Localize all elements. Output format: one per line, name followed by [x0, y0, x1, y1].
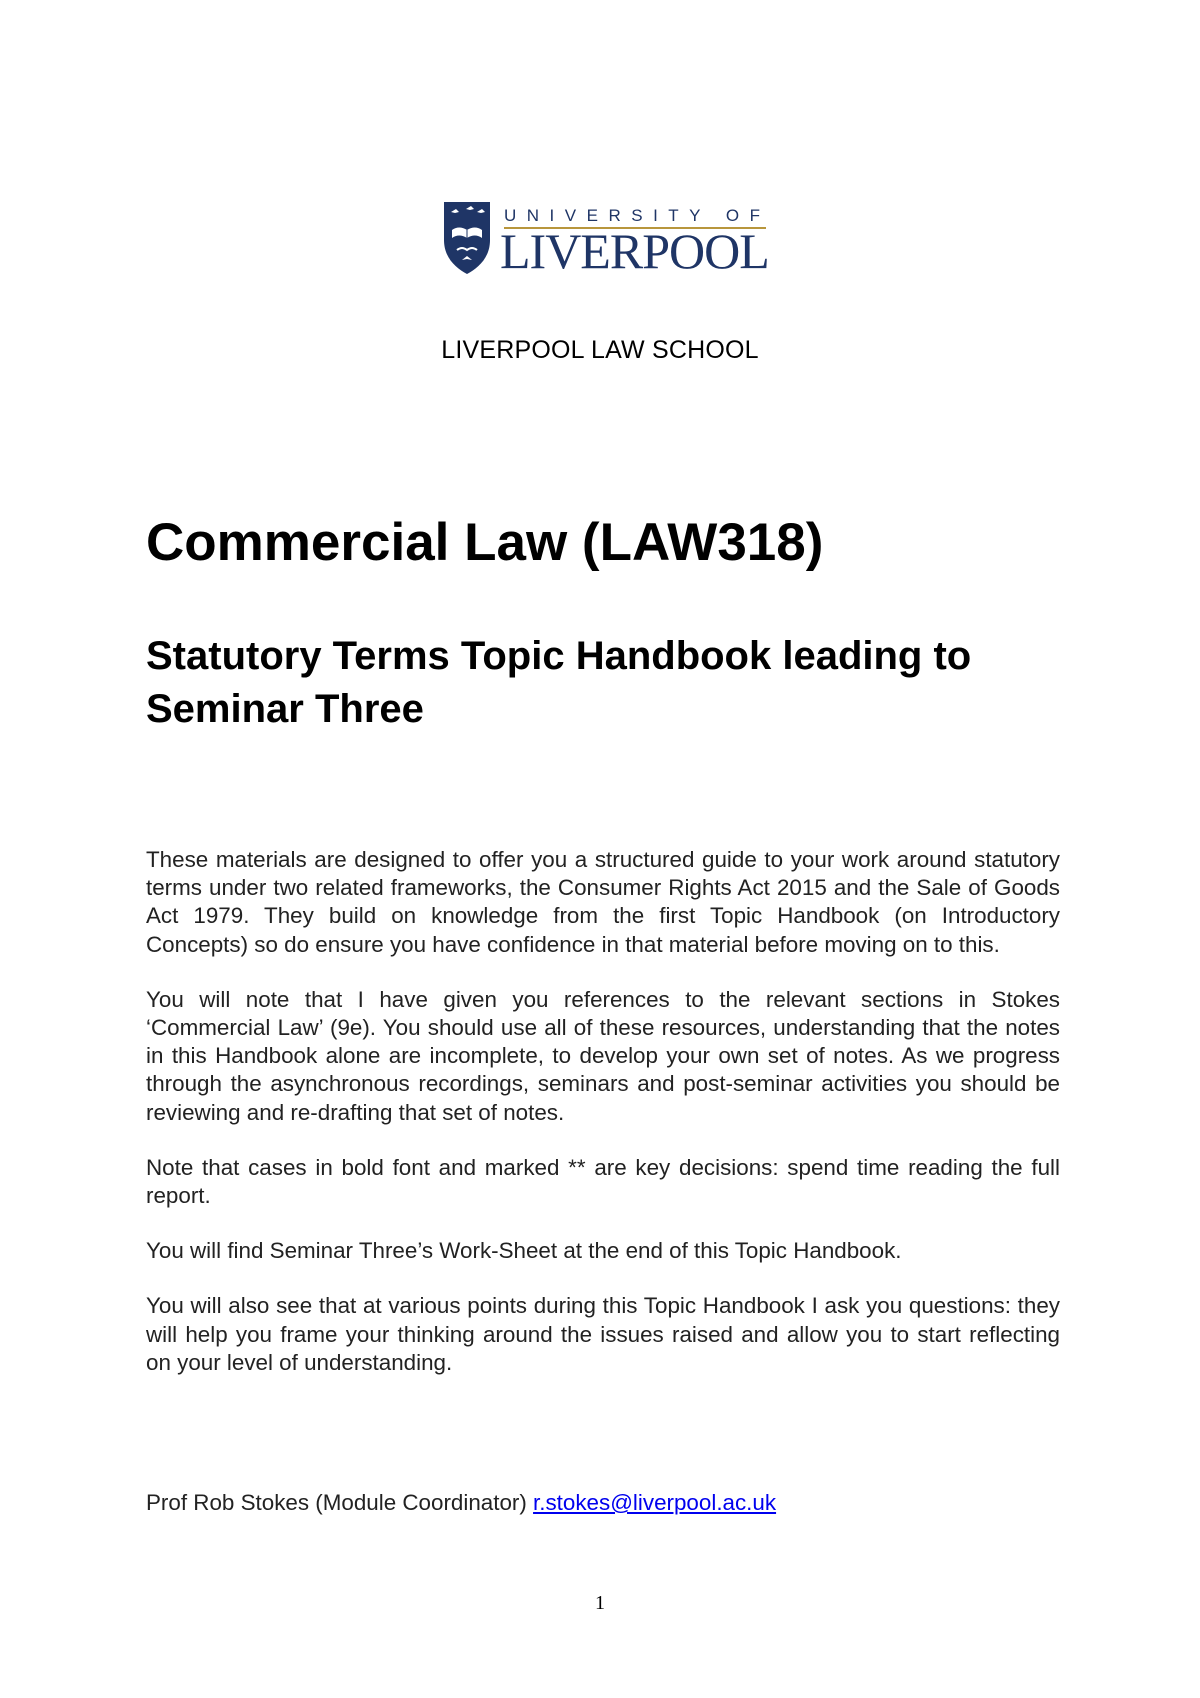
contact-text: Prof Rob Stokes (Module Coordinator)	[146, 1490, 534, 1515]
contact-line	[146, 1490, 776, 1516]
intro-paragraph: You will note that I have given you references to the relevant sections in Stokes ‘Commercial Law’ (9e). You should use all of these resources, understanding that the notes in this Handbook alone are incomplete, to develop your own set of notes. As we progress through the asynchronous recordings, seminars and post-seminar activities you should be reviewing and re-drafting that set of notes.	[146, 986, 1060, 1125]
intro-paragraph: You will also see that at various points during this Topic Handbook I ask you questions: they will help you frame your thinking around the issues raised and allow you to start reflecting on your level of understanding.	[146, 1293, 1060, 1375]
intro-paragraph: You will find Seminar Three’s Work-Sheet at the end of this Topic Handbook.	[146, 1238, 902, 1264]
intro-paragraph: Note that cases in bold font and marked ** are key decisions: spend time reading the full report.	[146, 1154, 1060, 1209]
logo-liverpool: LIVERPOOL	[500, 223, 769, 279]
university-crest-icon	[442, 200, 492, 276]
document-subtitle: Statutory Terms Topic Handbook leading to Seminar Three	[146, 634, 972, 731]
intro-body	[146, 846, 1060, 1404]
contact-email-link[interactable]: r.stokes@liverpool.ac.uk	[533, 1490, 777, 1515]
intro-paragraph: These materials are designed to offer you a structured guide to your work around statutory terms under two related frameworks, the Consumer Rights Act 2015 and the Sale of Goods Act 1979. They build on knowledge from the first Topic Handbook (on Introductory Concepts) so do ensure you have confidence in that material before moving on to this.	[146, 847, 1060, 957]
document-title: Commercial Law (LAW318)	[146, 513, 824, 572]
school-name: LIVERPOOL LAW SCHOOL	[441, 336, 759, 364]
university-logo	[442, 200, 772, 280]
logo-university-of: UNIVERSITY OF	[504, 206, 771, 225]
page-number: 1	[595, 1592, 605, 1614]
